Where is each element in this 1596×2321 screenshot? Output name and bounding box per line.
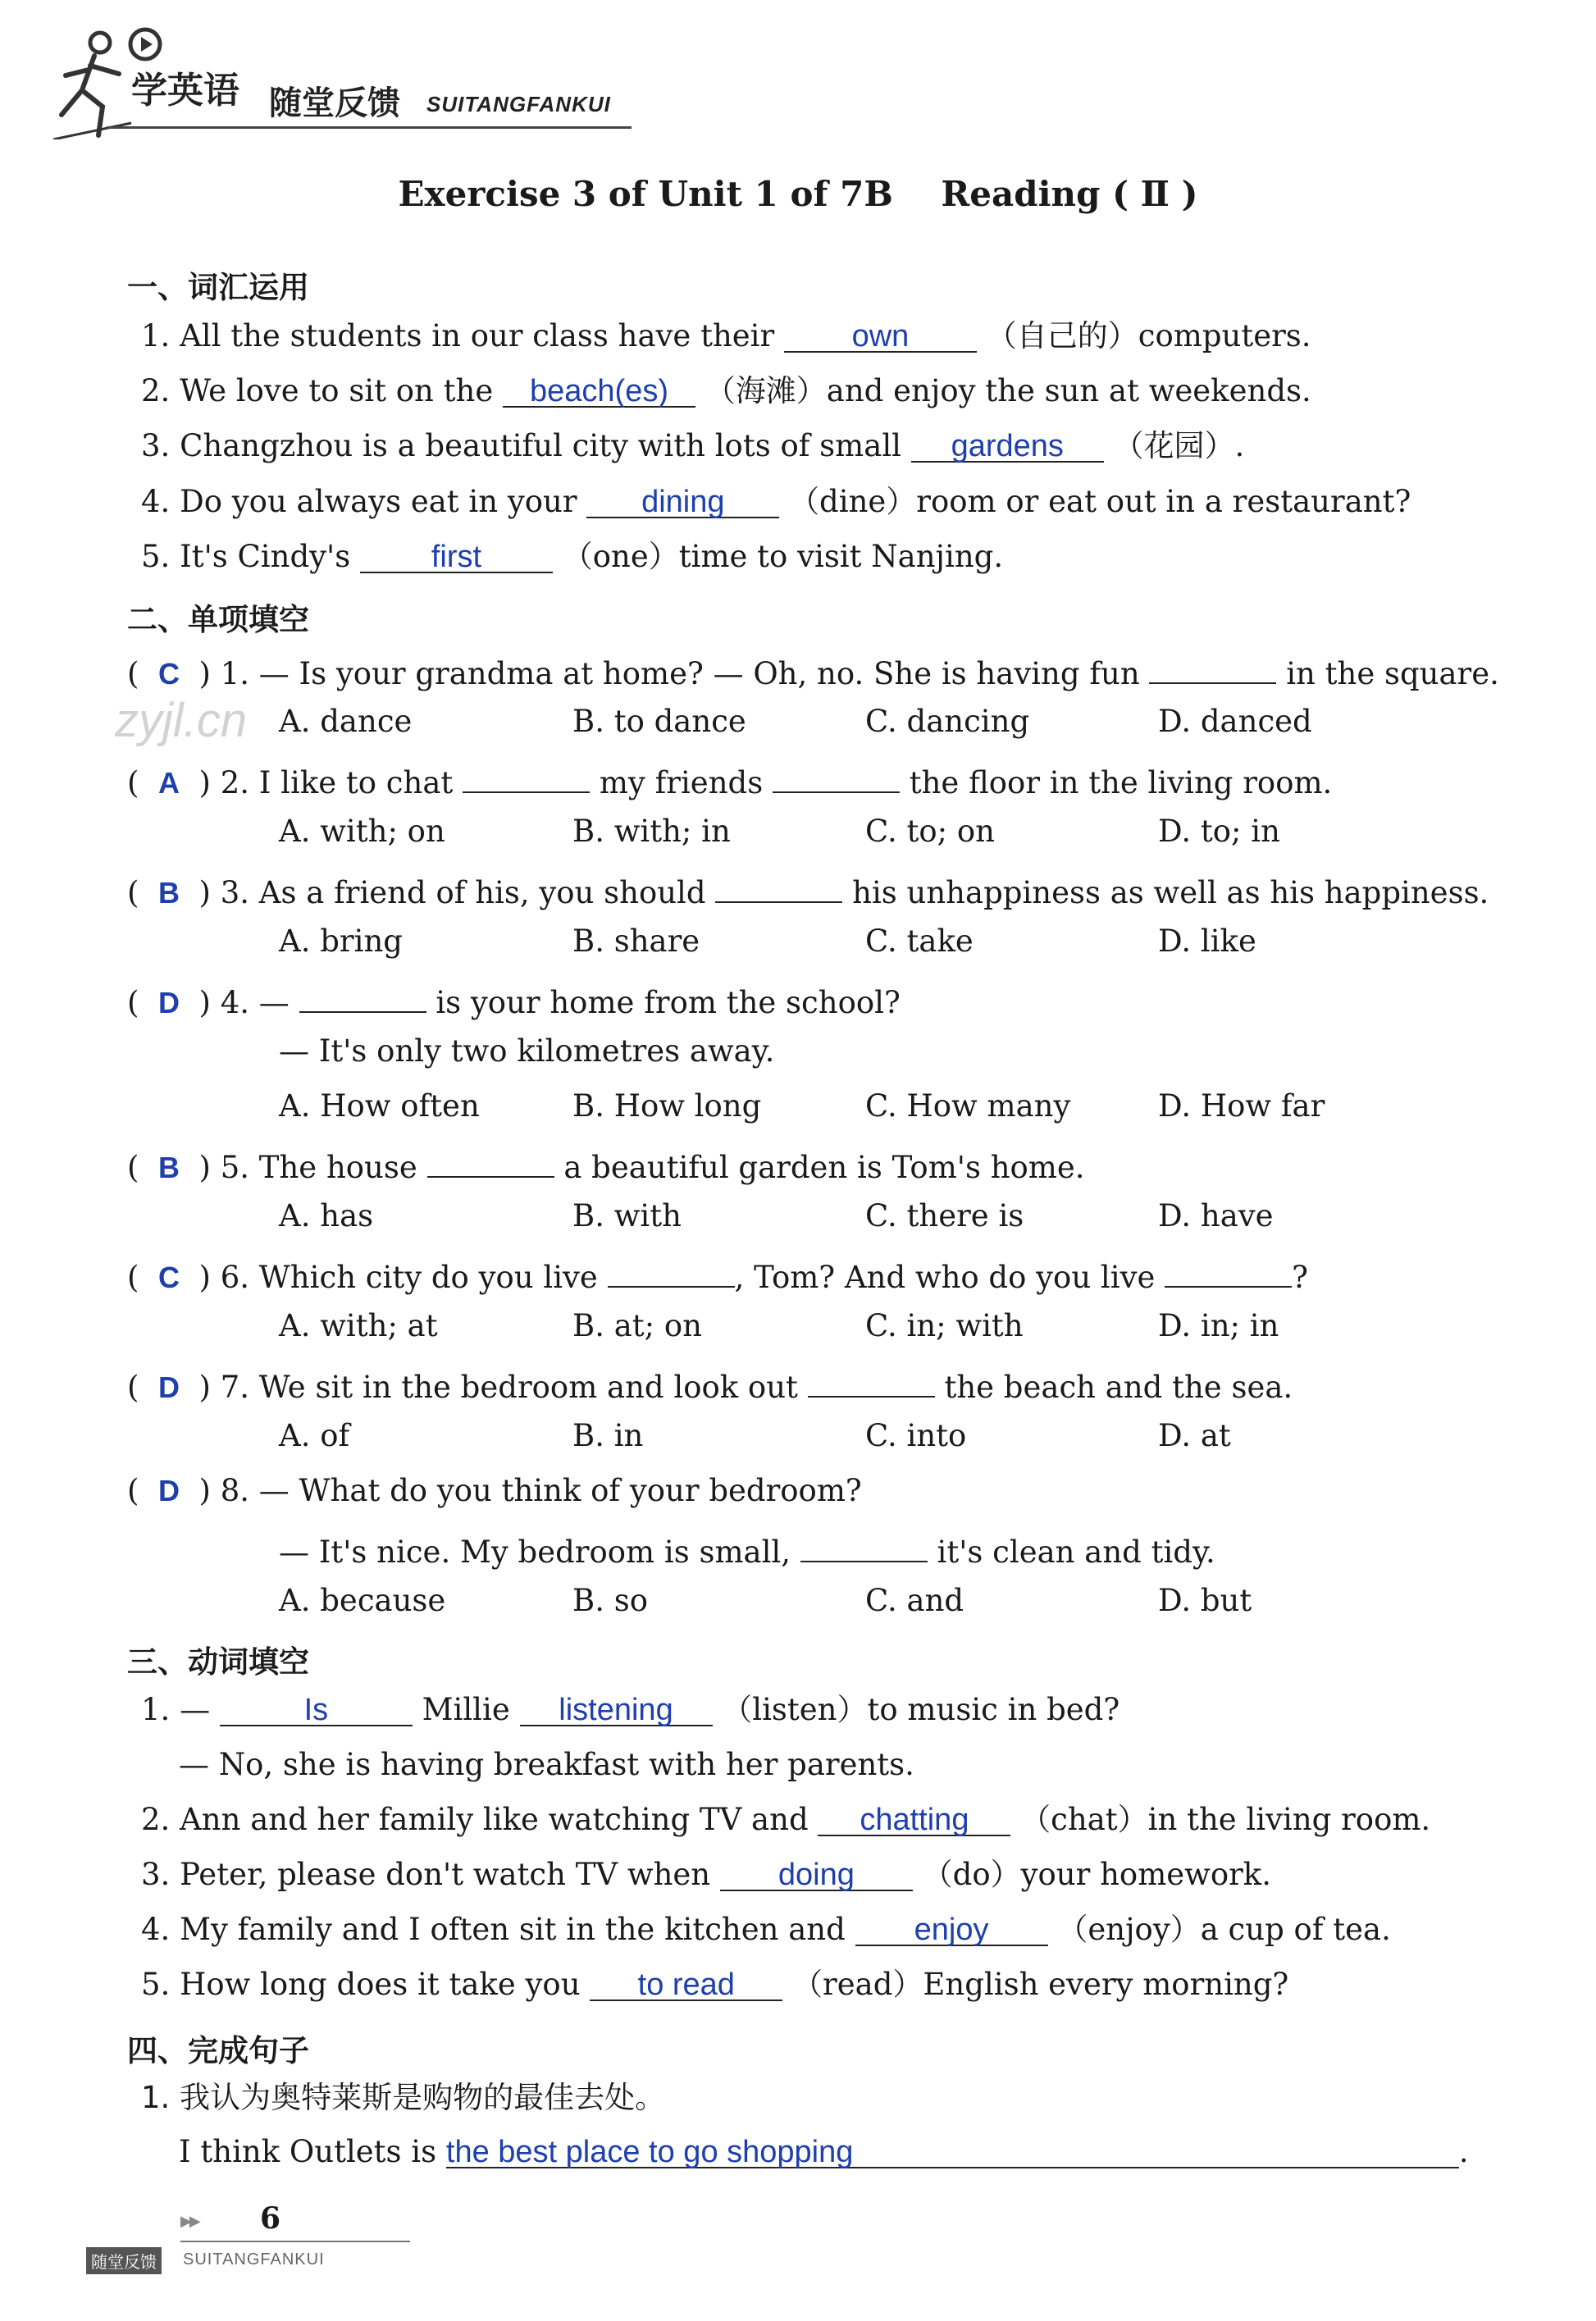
answer-blank[interactable]: beach(es) [503,373,695,408]
mc-question-4: ( D ) 4. — is your home from the school? [127,978,901,1021]
answer-blank[interactable]: to read [590,1967,782,2001]
vocab-item-5: 5. It's Cindy's first （one）time to visit Nanjing. [141,539,1004,574]
footer-arrows-icon: ▶▶ [180,2213,198,2230]
logo-title: 学英语 [131,70,239,112]
mc-question-8: ( D ) 8. — What do you think of your bedroom? [127,1473,862,1508]
play-icon [127,26,163,62]
mc-answer[interactable]: D [157,1370,180,1404]
mc-answer[interactable]: A [157,766,180,800]
vocab-item-3: 3. Changzhou is a beautiful city with lots of small gardens （花园）. [141,428,1245,463]
mc-answer[interactable]: D [157,986,180,1019]
mc-answer[interactable]: D [157,1474,180,1507]
vocab-item-4: 4. Do you always eat in your dining （dine）room or eat out in a restaurant? [141,484,1411,519]
mc-question-1: ( C ) 1. — Is your grandma at home? — Oh, no. She is having fun in the square. [127,650,1499,692]
answer-blank[interactable]: gardens [911,428,1104,463]
footer-line [180,2241,410,2242]
verb-item-2: 2. Ann and her family like watching TV and chatting （chat）in the living room. [141,1802,1431,1837]
mc-question-4-reply: — It's only two kilometres away. [279,1033,775,1069]
answer-blank[interactable]: chatting [818,1802,1010,1836]
logo-english: SUITANGFANKUI [426,92,611,116]
mc-question-5: ( B ) 5. The house a beautiful garden is Tom's home. [127,1143,1085,1186]
complete-item-1-cn: 1. 我认为奥特莱斯是购物的最佳去处。 [141,2080,666,2115]
footer-english: SUITANGFANKUI [183,2250,325,2269]
section-heading-complete: 四、完成句子 [127,2033,309,2068]
mc-answer[interactable]: C [157,657,180,691]
vocab-item-2: 2. We love to sit on the beach(es) （海滩）and enjoy the sun at weekends. [141,373,1311,408]
watermark: zyjl.cn [115,694,248,747]
answer-blank[interactable]: Is [220,1692,413,1726]
answer-blank[interactable]: the best place to go shopping [446,2134,1459,2168]
logo-underline [107,126,632,129]
logo-subtitle: 随堂反馈 [269,84,400,122]
mc-question-8-reply: — It's nice. My bedroom is small, it's clean and tidy. [279,1528,1215,1571]
vocab-item-1: 1. All the students in our class have their own （自己的）computers. [141,318,1311,353]
answer-blank[interactable]: dining [586,484,779,518]
answer-blank[interactable]: own [784,318,977,353]
mc-question-6: ( C ) 6. Which city do you live , Tom? And who do you live ? [127,1253,1308,1296]
verb-item-1: 1. — Is Millie listening （listen）to music in bed? [141,1692,1120,1727]
runner-icon [49,25,139,139]
answer-blank[interactable]: first [360,539,553,573]
mc-question-7: ( D ) 7. We sit in the bedroom and look out the beach and the sea. [127,1363,1293,1406]
mc-answer[interactable]: C [157,1261,180,1294]
header-logo [49,25,623,139]
mc-question-2: ( A ) 2. I like to chat my friends the floor in the living room. [127,759,1332,801]
answer-blank[interactable]: doing [720,1857,913,1891]
verb-item-3: 3. Peter, please don't watch TV when doing （do）your homework. [141,1857,1271,1892]
footer [86,2198,414,2288]
mc-question-3: ( B ) 3. As a friend of his, you should his unhappiness as well as his happiness. [127,869,1489,911]
verb-item-4: 4. My family and I often sit in the kitchen and enjoy （enjoy）a cup of tea. [141,1912,1391,1947]
section-heading-verbs: 三、动词填空 [127,1644,309,1680]
footer-label: 随堂反馈 [86,2247,162,2274]
section-heading-mc: 二、单项填空 [127,602,309,637]
page-number: 6 [260,2201,281,2236]
answer-blank[interactable]: enjoy [855,1912,1048,1946]
answer-blank[interactable]: listening [520,1692,713,1726]
section-heading-vocab: 一、词汇运用 [127,270,309,305]
verb-item-5: 5. How long does it take you to read （read）English every morning? [141,1967,1289,2002]
verb-item-1-reply: — No, she is having breakfast with her parents. [179,1747,914,1782]
page-title: Exercise 3 of Unit 1 of 7B Reading ( Ⅱ ) [398,174,1198,214]
mc-answer[interactable]: B [157,1151,180,1184]
complete-item-1: I think Outlets is the best place to go shopping . [179,2134,1469,2169]
mc-answer[interactable]: B [157,876,180,910]
